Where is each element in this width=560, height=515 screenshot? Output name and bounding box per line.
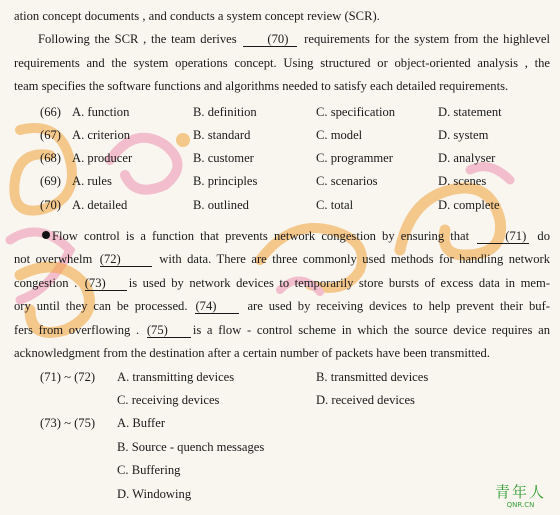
option-row-71-72-cd [0,389,560,412]
question-number: (67) [40,128,61,142]
option-a: A. transmitting devices [117,370,235,384]
flow-line-3 [14,272,550,295]
option-row-70 [0,194,560,217]
option-b: B. customer [193,151,254,165]
intro-line-3: requirements and the system operations concept. Using structured or object-oriented analysis , the [14,55,550,70]
logo-text: 青年人 [494,483,546,501]
option-row-68 [0,147,560,170]
option-row-73-75-b [0,436,560,459]
option-c: C. scenarios [316,174,378,188]
question-number: (73) ~ (75) [40,416,96,430]
flow-line-5 [14,319,550,342]
question-number: (71) ~ (72) [40,370,96,384]
bullet-icon [42,231,50,239]
flow-text: fers from overflowing . [14,322,140,337]
option-b: B. outlined [193,198,249,212]
flow-text: not overwhelm [14,252,93,267]
question-number: (70) [40,198,61,212]
flow-text: is a flow - control scheme in which the source device requires an [192,322,550,337]
option-row-71-72 [0,366,560,389]
option-a: A. producer [72,151,133,165]
option-c: C. total [316,198,354,212]
option-b: B. Source - quench messages [117,440,265,454]
option-a: A. Buffer [117,416,166,430]
flow-line-4 [14,295,550,318]
intro-line-2 [14,28,550,51]
option-row-66 [0,101,560,124]
option-row-73-75-d [0,483,560,506]
option-row-73-75-c [0,459,560,482]
flow-control-paragraph [14,225,550,365]
intro-line-1: ation concept documents , and conducts a system concept review (SCR). [14,9,380,23]
option-d: D. Windowing [117,487,192,501]
flow-line-2 [14,248,550,271]
blank-72: (72) [100,252,152,267]
question-number: (68) [40,151,61,165]
option-b: B. principles [193,174,258,188]
question-number: (66) [40,105,61,119]
site-logo [495,483,546,509]
option-c: C. receiving devices [117,393,220,407]
flow-text: is used by network devices to temporarily store bursts of excess data in mem- [128,275,550,290]
blank-73: (73) [85,276,127,291]
option-a: A. criterion [72,128,131,142]
intro-text: requirements for the system from the highlevel [304,32,551,47]
option-row-67 [0,124,560,147]
option-b: B. standard [193,128,251,142]
logo-url: QNR.CN [506,501,535,509]
option-c: C. programmer [316,151,393,165]
option-c: C. model [316,128,363,142]
intro-line-4: team specifies the software functions and algorithms needed to satisfy each detailed requirements. [14,79,509,94]
flow-text: with data. There are three commonly used methods for handling network [159,252,551,267]
blank-71: (71) [477,229,529,244]
option-a: A. function [72,105,130,119]
option-c: C. specification [316,105,396,119]
flow-text: ory until they can be processed. [14,299,188,314]
option-row-73-75 [0,412,560,435]
flow-text: do [537,229,551,243]
option-d: D. system [438,128,489,142]
question-number: (69) [40,174,61,188]
option-d: D. statement [438,105,502,119]
option-d: D. scenes [438,174,487,188]
option-d: D. analyser [438,151,496,165]
blank-74: (74) [195,299,239,314]
option-d: D. received devices [316,393,415,407]
flow-text: Flow control is a function that prevents network congestion by ensuring that [52,229,470,243]
flow-line-1 [14,225,550,248]
option-a: A. rules [72,174,112,188]
option-a: A. detailed [72,198,128,212]
blank-70: (70) [243,32,297,47]
blank-75: (75) [147,323,191,338]
flow-text: congestion . [14,275,78,290]
intro-paragraph [14,5,550,99]
option-d: D. complete [438,198,500,212]
option-b: B. transmitted devices [316,370,429,384]
flow-text: are used by receiving devices to help prevent their buf- [247,299,550,314]
intro-text: Following the SCR , the team derives [38,32,237,47]
option-row-69 [0,170,560,193]
flow-line-6: acknowledgment from the destination after a certain number of packets have been transmitted. [14,346,490,361]
option-c: C. Buffering [117,463,181,477]
option-b: B. definition [193,105,257,119]
